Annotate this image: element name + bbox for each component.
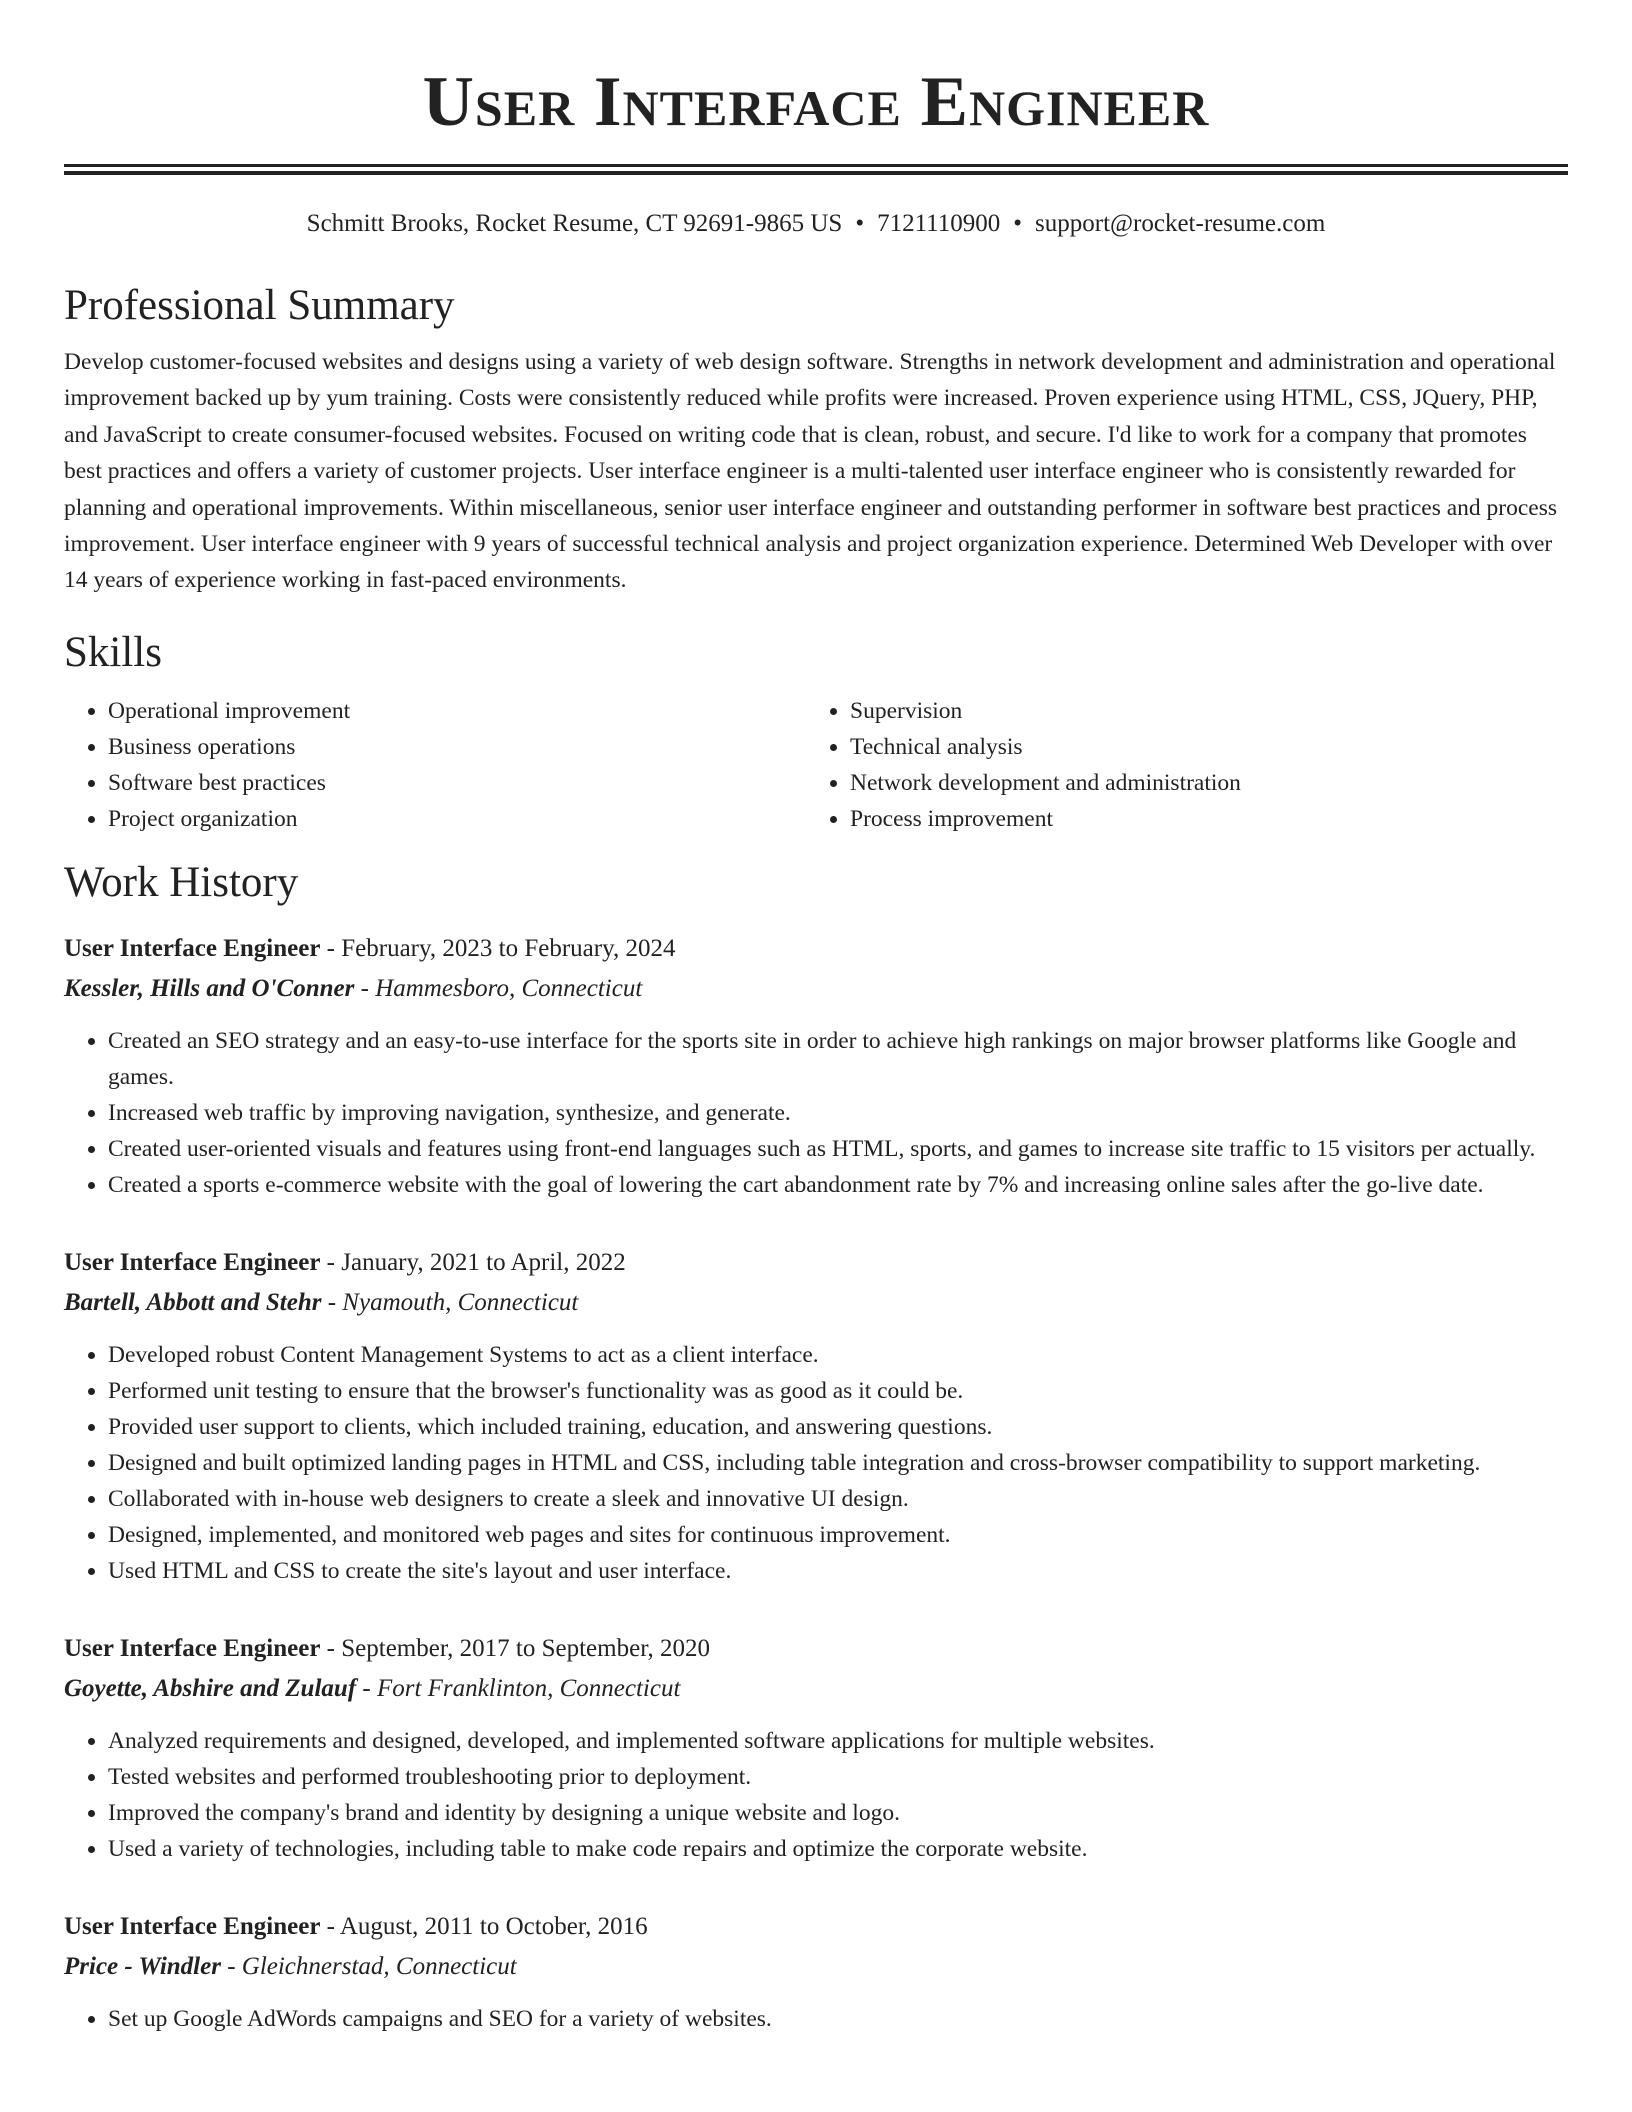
job-entry bbox=[64, 1243, 1568, 1589]
job-bullets bbox=[64, 1723, 1568, 1867]
job-company-line bbox=[64, 1283, 1568, 1323]
title-divider bbox=[64, 164, 1568, 175]
job-bullets bbox=[64, 1337, 1568, 1589]
job-bullets bbox=[64, 2001, 1568, 2037]
job-location: Fort Franklinton, Connecticut bbox=[376, 1674, 681, 1702]
skills-column-left bbox=[64, 693, 806, 837]
skill-item: • Operational improvement bbox=[108, 693, 806, 729]
job-bullet: • Analyzed requirements and designed, developed, and implemented software applications for multiple websites. bbox=[108, 1723, 1568, 1759]
skill-item: • Supervision bbox=[850, 693, 1548, 729]
job-company: Price - Windler bbox=[64, 1952, 221, 1980]
skill-item: • Project organization bbox=[108, 801, 806, 837]
job-dash: - bbox=[220, 1952, 242, 1980]
job-dash: - bbox=[321, 1288, 343, 1316]
job-title: User Interface Engineer bbox=[64, 934, 321, 962]
job-bullet: • Created a sports e-commerce website with the goal of lowering the cart abandonment rate by 7% and increasing online sales after the go-live date. bbox=[108, 1167, 1568, 1203]
job-location: Nyamouth, Connecticut bbox=[342, 1288, 579, 1316]
skills-list bbox=[64, 693, 1568, 837]
job-bullet: • Improved the company's brand and identity by designing a unique website and logo. bbox=[108, 1795, 1568, 1831]
job-bullet: • Used HTML and CSS to create the site's layout and user interface. bbox=[108, 1553, 1568, 1589]
job-title: User Interface Engineer bbox=[64, 1634, 321, 1662]
job-location: Gleichnerstad, Connecticut bbox=[241, 1952, 517, 1980]
job-company-line bbox=[64, 1669, 1568, 1709]
contact-address: Schmitt Brooks, Rocket Resume, CT 92691-9865 US bbox=[306, 210, 843, 237]
resume-page bbox=[64, 0, 1568, 2037]
job-bullet: • Created user-oriented visuals and features using front-end languages such as HTML, sports, and games to increase site traffic to 15 visitors per actually. bbox=[108, 1131, 1568, 1167]
contact-line bbox=[64, 208, 1568, 240]
job-title-line bbox=[64, 1629, 1568, 1669]
job-title-line bbox=[64, 929, 1568, 969]
job-dash: - bbox=[320, 1634, 342, 1662]
job-company-line bbox=[64, 1947, 1568, 1987]
job-dash: - bbox=[320, 1248, 342, 1276]
summary-heading: Professional Summary bbox=[64, 282, 455, 329]
skill-item: • Business operations bbox=[108, 729, 806, 765]
job-bullet: • Provided user support to clients, which included training, education, and answering questions. bbox=[108, 1409, 1568, 1445]
work-history-heading: Work History bbox=[64, 858, 299, 906]
contact-separator: • bbox=[1013, 210, 1023, 237]
job-title-line bbox=[64, 1243, 1568, 1283]
job-bullets bbox=[64, 1023, 1568, 1203]
job-bullet: • Increased web traffic by improving navigation, synthesize, and generate. bbox=[108, 1095, 1568, 1131]
job-title: User Interface Engineer bbox=[64, 1248, 321, 1276]
job-bullet: • Collaborated with in-house web designers to create a sleek and innovative UI design. bbox=[108, 1481, 1568, 1517]
job-title-line bbox=[64, 1907, 1568, 1947]
job-bullet: • Designed and built optimized landing pages in HTML and CSS, including table integration and cross-browser compatibility to support marketing. bbox=[108, 1445, 1568, 1481]
job-company-line bbox=[64, 969, 1568, 1009]
job-dates: August, 2011 to October, 2016 bbox=[339, 1912, 648, 1940]
skill-item: • Technical analysis bbox=[850, 729, 1548, 765]
job-title: User Interface Engineer bbox=[64, 1912, 321, 1940]
job-company: Bartell, Abbott and Stehr bbox=[64, 1288, 322, 1316]
job-location: Hammesboro, Connecticut bbox=[375, 974, 643, 1002]
contact-phone: 7121110900 bbox=[877, 210, 1001, 237]
job-bullet: • Set up Google AdWords campaigns and SEO for a variety of websites. bbox=[108, 2001, 1568, 2037]
job-bullet: • Tested websites and performed troubleshooting prior to deployment. bbox=[108, 1759, 1568, 1795]
job-company: Goyette, Abshire and Zulauf bbox=[64, 1674, 357, 1702]
job-dash: - bbox=[320, 934, 342, 962]
job-dash: - bbox=[354, 974, 376, 1002]
job-entry bbox=[64, 1629, 1568, 1867]
contact-email: support@rocket-resume.com bbox=[1035, 210, 1326, 237]
job-dash: - bbox=[356, 1674, 377, 1702]
skill-item: • Process improvement bbox=[850, 801, 1548, 837]
job-bullet: • Used a variety of technologies, including table to make code repairs and optimize the corporate website. bbox=[108, 1831, 1568, 1867]
job-entry bbox=[64, 929, 1568, 1203]
job-dates: September, 2017 to September, 2020 bbox=[341, 1634, 711, 1662]
contact-separator: • bbox=[855, 210, 865, 237]
resume-title: User Interface Engineer bbox=[422, 63, 1210, 141]
job-dates: February, 2023 to February, 2024 bbox=[341, 934, 676, 962]
summary-text: Develop customer-focused websites and designs using a variety of web design software. Strengths in network development and administration and operational improvement backed up by yum training. Costs were consistently reduced while profits were increased. Proven experience using HTML, CSS, JQuery, PHP, and JavaScript to create consumer-focused websites. Focused on writing code that is clean, robust, and secure. I'd like to work for a company that promotes best practices and offers a variety of customer projects. User interface engineer is a multi-talented user interface engineer who is consistently rewarded for planning and operational improvements. Within miscellaneous, senior user interface engineer and outstanding performer in software best practices and process improvement. User interface engineer with 9 years of successful technical analysis and project organization experience. Determined Web Developer with over 14 years of experience working in fast-paced environments. bbox=[64, 349, 1557, 594]
job-bullet: • Developed robust Content Management Systems to act as a client interface. bbox=[108, 1337, 1568, 1373]
job-dash: - bbox=[320, 1912, 340, 1940]
skill-item: • Network development and administration bbox=[850, 765, 1548, 801]
skill-item: • Software best practices bbox=[108, 765, 806, 801]
job-bullet: • Performed unit testing to ensure that the browser's functionality was as good as it could be. bbox=[108, 1373, 1568, 1409]
job-bullet: • Designed, implemented, and monitored web pages and sites for continuous improvement. bbox=[108, 1517, 1568, 1553]
job-company: Kessler, Hills and O'Conner bbox=[64, 974, 355, 1002]
skills-column-right bbox=[806, 693, 1548, 837]
job-dates: January, 2021 to April, 2022 bbox=[341, 1248, 626, 1276]
job-bullet: • Created an SEO strategy and an easy-to-use interface for the sports site in order to achieve high rankings on major browser platforms like Google and games. bbox=[108, 1023, 1568, 1095]
skills-heading: Skills bbox=[64, 628, 162, 676]
job-entry bbox=[64, 1907, 1568, 2037]
